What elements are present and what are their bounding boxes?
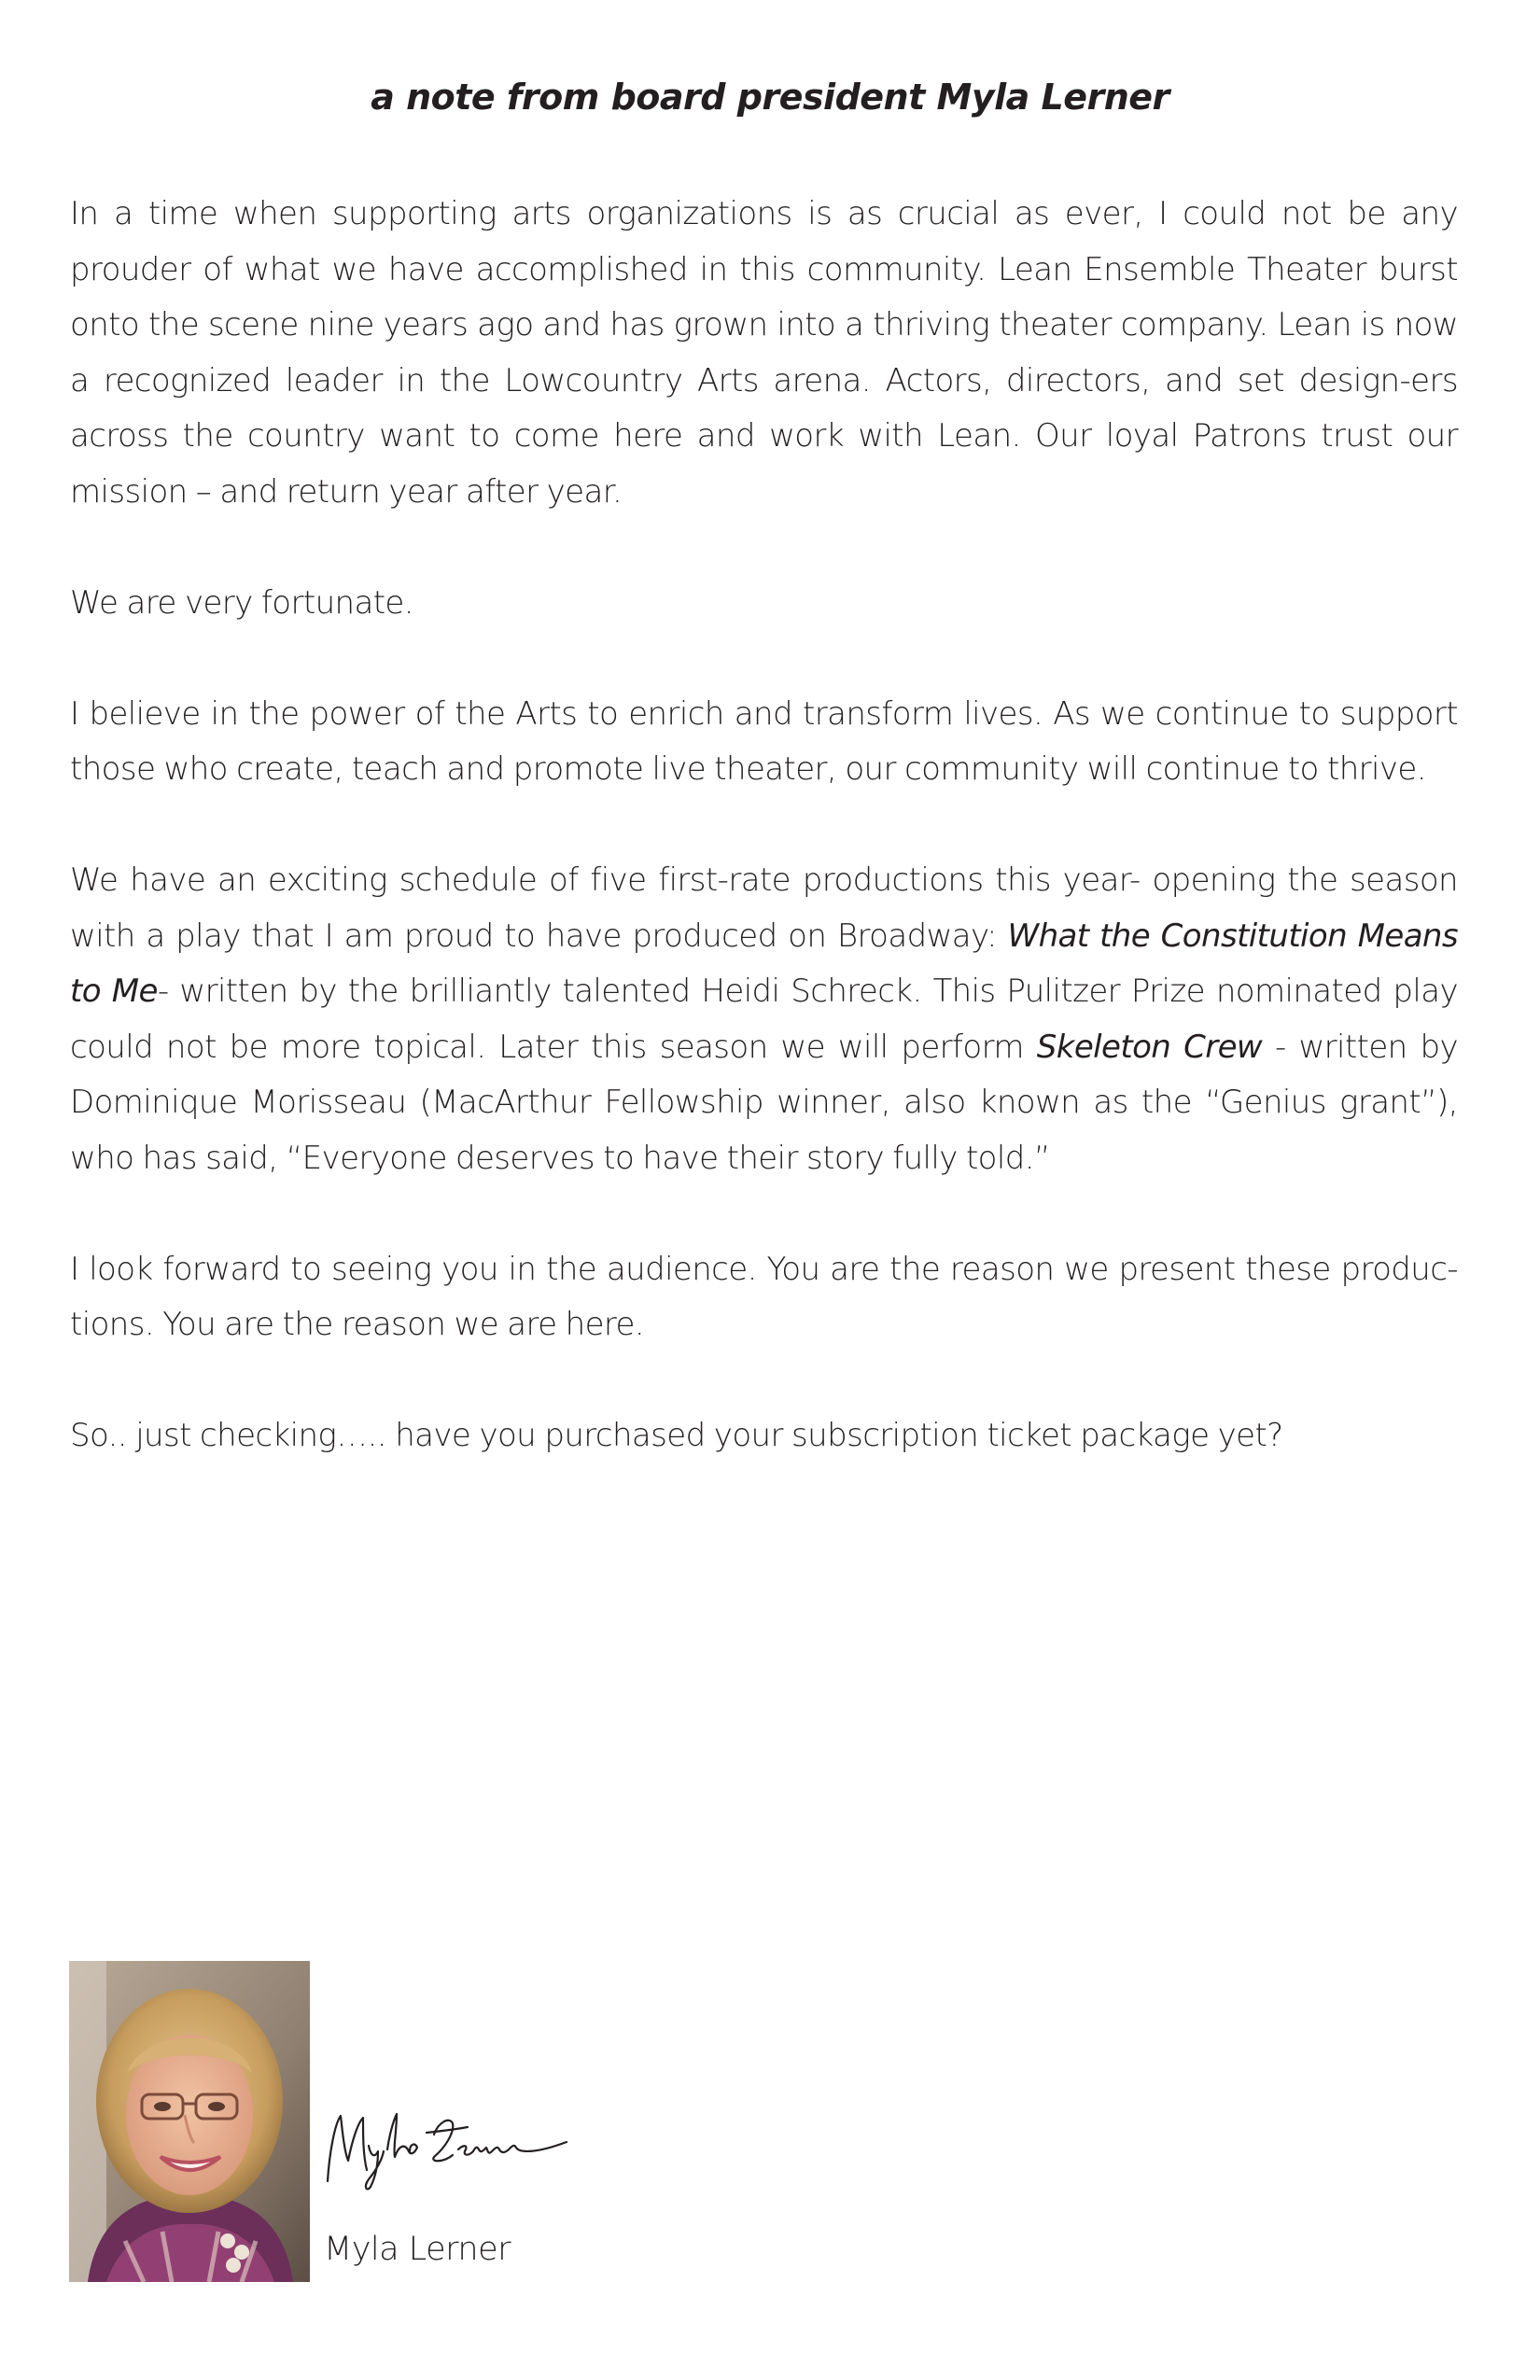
paragraph-intro: In a time when supporting arts organizations is as crucial as ever, I could not be any prouder of what we have accomplished in this community. Lean Ensemble Theater burst onto the scene nine years ago and has grown into a thriving theater company. Lean is now a recognized leader in the Lowcountry Arts arena. Actors, directors, and set design-ers across the country want to come here and work with Lean. Our loyal Patrons trust our mission – and return year after year. (70, 195, 1458, 511)
play-title-constitution: What the Constitution Means to Me (70, 917, 1458, 1010)
handwritten-signature (322, 2095, 574, 2198)
season-text-1: We have an exciting schedule of five first-rate productions this year- opening the season with a play that I am proud to have produced on Broadway: (70, 861, 1458, 955)
season-text-2: - written by the brilliantly talented Heidi Schreck. This Pulitzer Prize nominated play could not be more topical. Later this season we will perform (70, 973, 1458, 1066)
paragraph-subscription: So.. just checking….. have you purchased your subscription ticket package yet? (70, 1417, 1283, 1454)
letter-body (70, 187, 1458, 1519)
page-title: a note from board president Myla Lerner (371, 77, 1169, 118)
paragraph-belief: I believe in the power of the Arts to enrich and transform lives. As we continue to support those who create, teach and promote live theater, our community will continue to thrive. (70, 694, 1458, 788)
play-title-skeleton-crew: Skeleton Crew (1036, 1028, 1263, 1066)
portrait-photo (69, 1961, 310, 2282)
paragraph-fortunate: We are very fortunate. (70, 583, 413, 622)
paragraph-audience: I look forward to seeing you in the audience. You are the reason we present these produc-tions. You are the reason we are here. (70, 1250, 1458, 1343)
paragraph-season (70, 853, 1458, 1186)
signer-printed-name: Myla Lerner (324, 2231, 511, 2268)
season-text-3: - written by Dominique Morisseau (MacArthur Fellowship winner, also known as the “Genius grant”), who has said, “Everyone deserves to have their story fully told.” (70, 1028, 1458, 1177)
